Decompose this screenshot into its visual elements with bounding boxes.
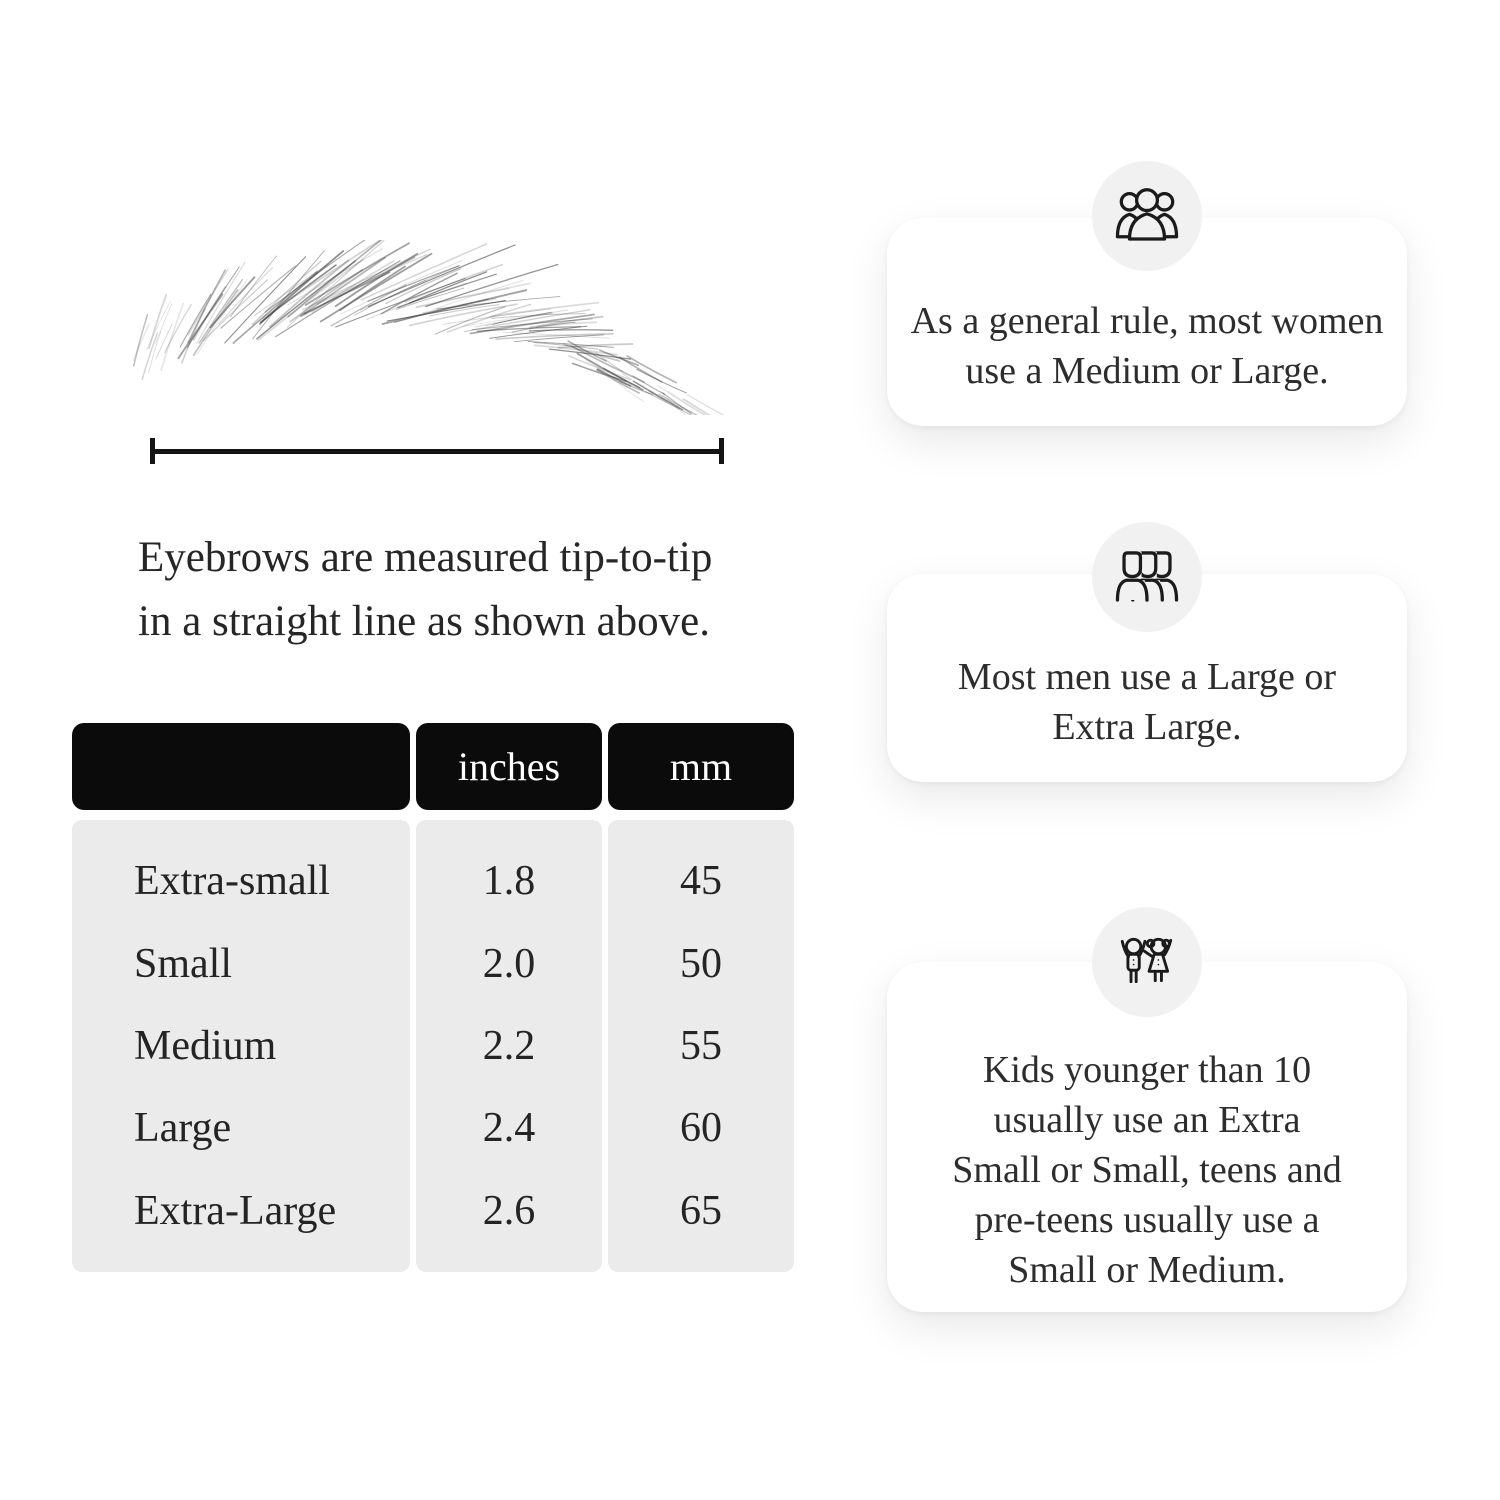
inches-value: 2.2 [482,1022,536,1069]
card-men-line-1: Most men use a Large or [957,656,1337,698]
table-header-mm [608,723,794,810]
caption-line-2: in a straight line as shown above. [138,598,711,645]
size-label: Extra-small [134,858,330,905]
card-kids-line-2: usually use an Extra [993,1099,1301,1141]
measurement-line-bar [150,449,724,454]
kids-icon [1092,907,1202,1017]
table-column-size [72,820,410,1272]
measurement-line [150,438,724,464]
inches-value: 2.0 [482,940,536,987]
eyebrow-drawing [115,240,740,415]
card-kids-line-3: Small or Small, teens and [952,1149,1342,1191]
size-label: Small [134,940,233,987]
mm-value: 50 [680,940,722,987]
caption-line-1: Eyebrows are measured tip-to-tip [138,534,713,581]
mm-value: 55 [680,1022,722,1069]
mm-value: 65 [680,1187,722,1234]
measurement-caption [138,526,798,654]
card-women-line-2: use a Medium or Large. [965,350,1329,392]
table-column-mm [608,820,794,1272]
men-group-icon [1092,522,1202,632]
card-women-line-1: As a general rule, most women [910,300,1384,342]
table-header-size [72,723,410,810]
inches-value: 2.6 [482,1187,536,1234]
mm-value: 45 [680,858,722,905]
card-kids-line-5: Small or Medium. [1008,1249,1286,1291]
size-label: Medium [134,1022,277,1069]
table-column-inches [416,820,602,1272]
eyebrow-illustration [115,240,740,415]
women-group-icon [1092,161,1202,271]
table-header-inches [416,723,602,810]
table-header-inches-label: inches [457,744,561,789]
mm-value: 60 [680,1105,722,1152]
card-kids-line-1: Kids younger than 10 [982,1049,1312,1091]
card-kids-line-4: pre-teens usually use a [974,1199,1320,1241]
size-label: Extra-Large [134,1187,337,1234]
card-men-line-2: Extra Large. [1052,706,1242,748]
inches-value: 2.4 [482,1105,536,1152]
inches-value: 1.8 [482,858,536,905]
size-label: Large [134,1105,232,1152]
table-header-mm-label: mm [669,744,733,789]
